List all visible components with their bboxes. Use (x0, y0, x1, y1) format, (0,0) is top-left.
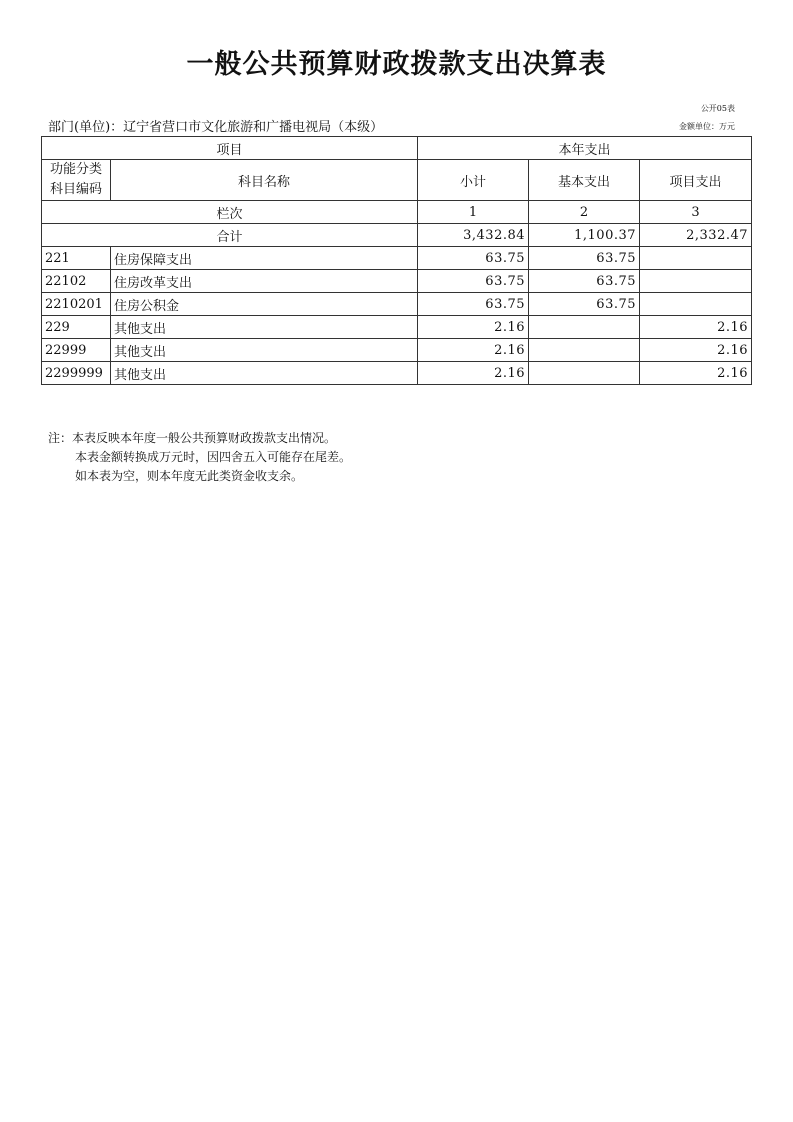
row-subtotal: 63.75 (418, 270, 529, 293)
row-project (640, 247, 752, 270)
total-basic: 1,100.37 (529, 224, 640, 247)
row-name: 住房保障支出 (111, 247, 418, 270)
row-name: 住房改革支出 (111, 270, 418, 293)
amount-unit: 金额单位：万元 (679, 122, 735, 131)
total-label: 合计 (42, 224, 418, 247)
header-basic: 基本支出 (529, 160, 640, 201)
row-subtotal: 2.16 (418, 316, 529, 339)
table-row (42, 316, 752, 339)
department-label: 部门(单位)：辽宁省营口市文化旅游和广播电视局（本级） (48, 120, 384, 135)
table-row (42, 293, 752, 316)
row-project: 2.16 (640, 316, 752, 339)
header-code (42, 160, 111, 201)
row-basic: 63.75 (529, 293, 640, 316)
expense-table (41, 136, 752, 385)
row-basic (529, 339, 640, 362)
header-current-year-expense: 本年支出 (418, 137, 752, 160)
notes (48, 429, 351, 486)
column-index-label: 栏次 (42, 201, 418, 224)
header-project: 项目支出 (640, 160, 752, 201)
page-title: 一般公共预算财政拨款支出决算表 (186, 49, 607, 80)
total-subtotal: 3,432.84 (418, 224, 529, 247)
total-row (42, 224, 752, 247)
row-code: 229 (42, 316, 111, 339)
header-code-text: 功能分类科目编码 (49, 162, 102, 197)
column-index-2: 2 (529, 201, 640, 224)
total-project: 2,332.47 (640, 224, 752, 247)
row-subtotal: 63.75 (418, 247, 529, 270)
row-code: 2299999 (42, 362, 111, 385)
table-row (42, 247, 752, 270)
header-subtotal: 小计 (418, 160, 529, 201)
row-project (640, 270, 752, 293)
header-item: 项目 (42, 137, 418, 160)
row-subtotal: 2.16 (418, 362, 529, 385)
header-name: 科目名称 (111, 160, 418, 201)
table-row (42, 362, 752, 385)
row-name: 其他支出 (111, 362, 418, 385)
note-line: 注：本表反映本年度一般公共预算财政拨款支出情况。 (48, 431, 337, 445)
table-row (42, 339, 752, 362)
row-name: 住房公积金 (111, 293, 418, 316)
row-code: 22102 (42, 270, 111, 293)
row-name: 其他支出 (111, 316, 418, 339)
column-index-3: 3 (640, 201, 752, 224)
row-basic: 63.75 (529, 270, 640, 293)
column-index-1: 1 (418, 201, 529, 224)
note-line: 如本表为空，则本年度无此类资金收支余。 (75, 469, 304, 483)
row-subtotal: 2.16 (418, 339, 529, 362)
row-code: 221 (42, 247, 111, 270)
row-project: 2.16 (640, 362, 752, 385)
row-subtotal: 63.75 (418, 293, 529, 316)
row-project (640, 293, 752, 316)
form-code: 公开05表 (700, 104, 735, 113)
row-basic: 63.75 (529, 247, 640, 270)
row-project: 2.16 (640, 339, 752, 362)
row-basic (529, 316, 640, 339)
note-line: 本表金额转换成万元时，因四舍五入可能存在尾差。 (75, 450, 352, 464)
row-code: 2210201 (42, 293, 111, 316)
row-code: 22999 (42, 339, 111, 362)
table-row (42, 270, 752, 293)
row-name: 其他支出 (111, 339, 418, 362)
row-basic (529, 362, 640, 385)
